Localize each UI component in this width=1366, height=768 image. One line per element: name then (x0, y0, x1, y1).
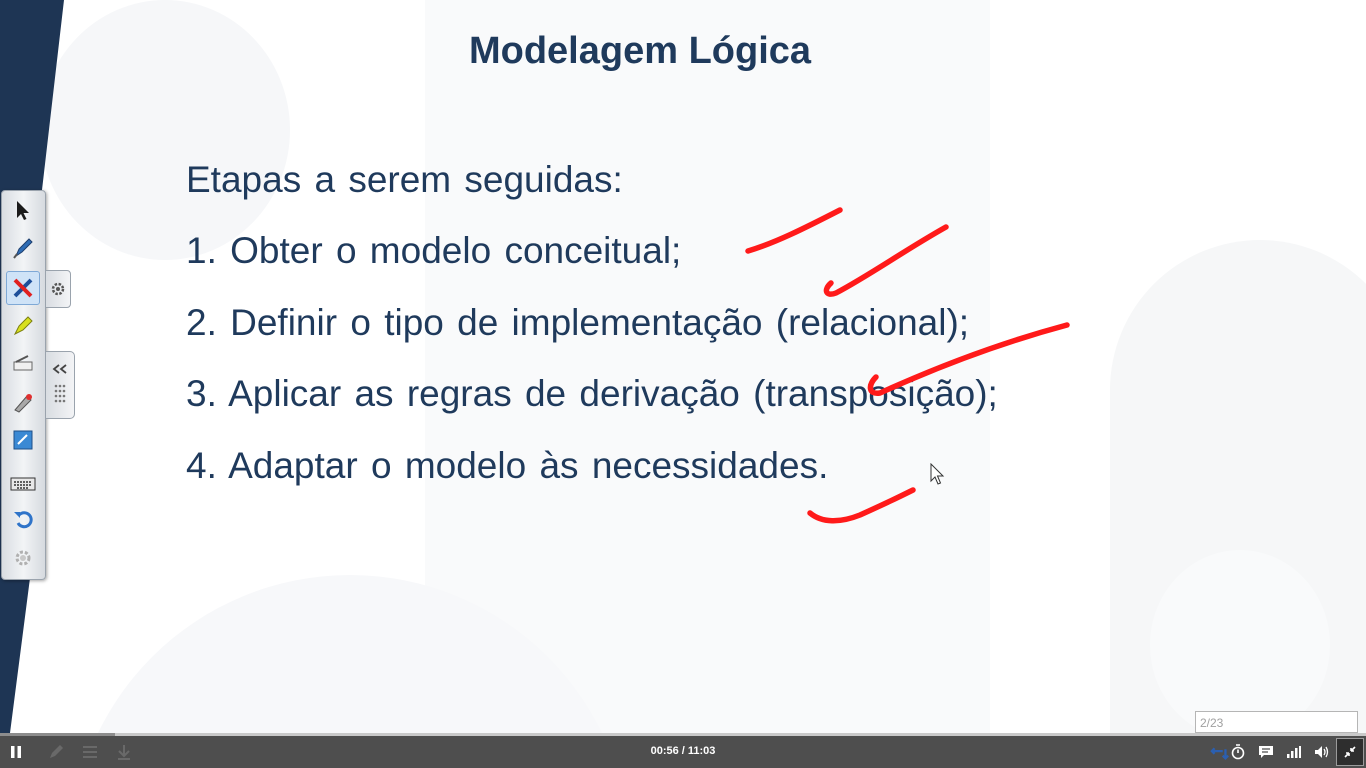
settings-icon (12, 547, 34, 569)
laser-pointer-button[interactable] (6, 385, 40, 419)
step-3: 3. Aplicar as regras de derivação (transposição); (186, 373, 998, 414)
chevron-double-left-icon (52, 364, 68, 374)
speech-bubble-icon (1258, 745, 1274, 759)
drag-grip-icon (54, 384, 66, 404)
undo-button[interactable] (6, 501, 40, 535)
volume-button[interactable] (1312, 742, 1332, 762)
step-2: 2. Definir o tipo de implementação (relacional); (186, 302, 970, 343)
slide-title: Modelagem Lógica (468, 30, 812, 72)
pen-icon (11, 236, 35, 260)
step-4: 4. Adaptar o modelo às necessidades. (186, 445, 829, 486)
toolbar-collapse-handle[interactable] (45, 351, 75, 419)
pen-toolbar (1, 190, 46, 580)
navigation-button[interactable] (1210, 742, 1230, 762)
volume-icon (1314, 745, 1330, 759)
mouse-cursor-icon (930, 463, 946, 487)
highlighter-button[interactable] (6, 309, 40, 343)
exit-fullscreen-icon (1343, 745, 1357, 759)
select-arrow-icon (13, 199, 33, 221)
gear-icon (50, 281, 66, 297)
timer-button[interactable] (1228, 742, 1248, 762)
keyboard-button[interactable] (6, 467, 40, 501)
laser-pointer-icon (11, 390, 35, 414)
captions-button[interactable] (1256, 742, 1276, 762)
bg-circle-bottom-right (1150, 550, 1330, 733)
exit-fullscreen-button[interactable] (1336, 738, 1364, 766)
step-1: 1. Obter o modelo conceitual; (186, 230, 682, 271)
player-control-bar (0, 736, 1366, 768)
eraser-button[interactable] (6, 347, 40, 381)
time-display: 00:56 / 11:03 (650, 745, 716, 757)
pen-button[interactable] (6, 231, 40, 265)
whiteboard-button[interactable] (6, 423, 40, 457)
quality-button[interactable] (1284, 742, 1304, 762)
highlighter-icon (11, 314, 35, 338)
pen-color-button[interactable] (6, 271, 40, 305)
navigation-arrows-icon (1210, 743, 1230, 761)
page-counter: 2/23 (1195, 711, 1358, 733)
stopwatch-icon (1231, 744, 1245, 760)
undo-icon (11, 506, 35, 530)
slide-intro: Etapas a serem seguidas: (186, 159, 623, 200)
eraser-icon (11, 352, 35, 376)
keyboard-icon (10, 477, 36, 491)
toolbar-settings-button[interactable] (6, 541, 40, 575)
whiteboard-icon (11, 428, 35, 452)
select-arrow-button[interactable] (6, 193, 40, 227)
pen-settings-flyout-button[interactable] (45, 270, 71, 308)
signal-bars-icon (1287, 746, 1301, 758)
pen-color-icon (11, 276, 35, 300)
bg-column (425, 0, 990, 733)
